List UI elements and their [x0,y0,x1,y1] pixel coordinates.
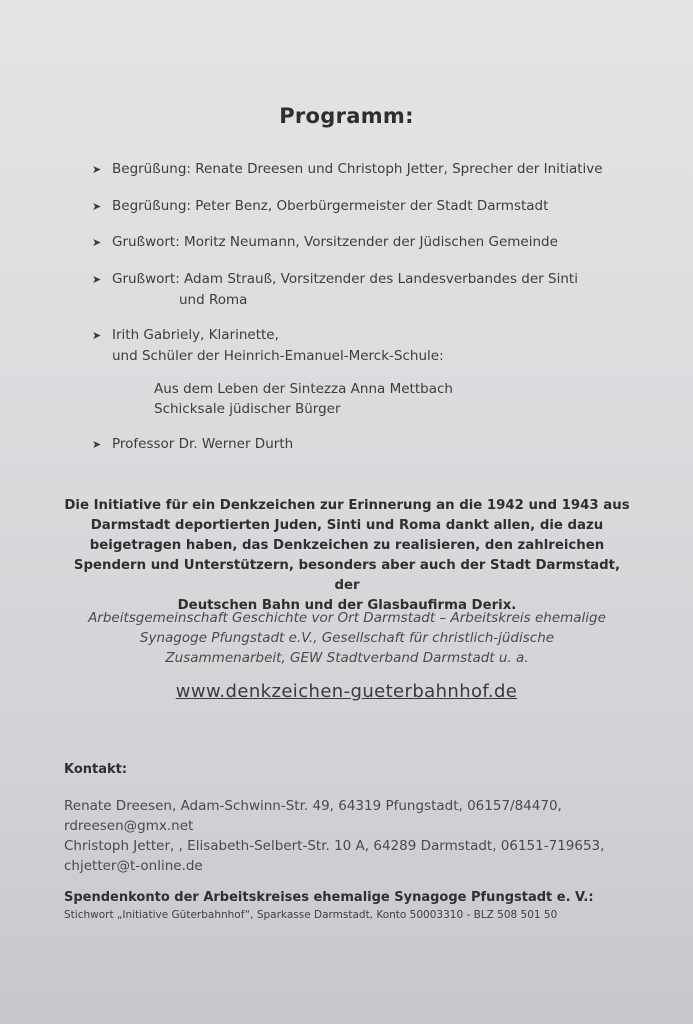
program-item-continuation: und Roma [179,292,248,308]
program-item [92,196,548,217]
thanks-line: beigetragen haben, das Denkzeichen zu realisieren, den zahlreichen [89,538,605,553]
program-item [92,232,558,253]
contact-heading: Kontakt: [64,762,128,777]
contact-email[interactable]: chjetter@t-online.de [64,858,203,874]
program-item [92,434,293,455]
program-item-text: Irith Gabriely, Klarinette, [112,327,279,343]
arrow-bullet-icon: ➤ [92,236,102,249]
website-link[interactable]: www.denkzeichen-gueterbahnhof.de [175,681,518,702]
contact-block [64,796,604,876]
thanks-line: Deutschen Bahn und der Glasbaufirma Derix. [177,598,517,613]
program-item-continuation: und Schüler der Heinrich-Emanuel-Merck-Schule: [112,348,444,364]
thanks-line: Darmstadt deportierten Juden, Sinti und Roma dankt allen, die dazu [90,518,604,533]
performance-titles [154,379,453,419]
program-item-text: Grußwort: Adam Strauß, Vorsitzender des Landesverbandes der Sinti [112,271,578,287]
program-item-text: Begrüßung: Peter Benz, Oberbürgermeister der Stadt Darmstadt [112,198,549,214]
program-item [92,325,444,366]
arrow-bullet-icon: ➤ [92,438,102,451]
organizations-line: Arbeitsgemeinschaft Geschichte vor Ort Darmstadt – Arbeitskreis ehemalige [88,610,606,626]
contact-line: Christoph Jetter, , Elisabeth-Selbert-Str. 10 A, 64289 Darmstadt, 06151-719653, [64,838,605,854]
arrow-bullet-icon: ➤ [92,163,102,176]
program-item-text: Professor Dr. Werner Durth [112,436,294,452]
arrow-bullet-icon: ➤ [92,329,102,342]
performance-title: Aus dem Leben der Sintezza Anna Mettbach [154,381,453,397]
account-heading: Spendenkonto der Arbeitskreises ehemalige Synagoge Pfungstadt e. V.: [64,890,594,905]
program-item-text: Grußwort: Moritz Neumann, Vorsitzender der Jüdischen Gemeinde [112,234,558,250]
arrow-bullet-icon: ➤ [92,200,102,213]
thanks-line: Spendern und Unterstützern, besonders aber auch der Stadt Darmstadt, der [73,558,621,593]
arrow-bullet-icon: ➤ [92,273,102,286]
organizations-line: Zusammenarbeit, GEW Stadtverband Darmstadt u. a. [165,650,529,666]
program-item [92,269,578,310]
program-item-text: Begrüßung: Renate Dreesen und Christoph Jetter, Sprecher der Initiative [112,161,603,177]
contact-line: Renate Dreesen, Adam-Schwinn-Str. 49, 64319 Pfungstadt, 06157/84470, [64,798,562,814]
organizations-line: Synagoge Pfungstadt e.V., Gesellschaft für christlich-jüdische [139,630,555,646]
page-title: Programm: [279,104,414,128]
contact-email[interactable]: rdreesen@gmx.net [64,818,194,834]
program-item [92,159,603,180]
thanks-paragraph [60,496,634,616]
organizations-paragraph [50,608,644,668]
account-details: Stichwort „Initiative Güterbahnhof“, Sparkasse Darmstadt, Konto 50003310 - BLZ 508 501 50 [64,909,558,921]
performance-title: Schicksale jüdischer Bürger [154,401,341,417]
thanks-line: Die Initiative für ein Denkzeichen zur Erinnerung an die 1942 und 1943 aus [64,498,630,513]
